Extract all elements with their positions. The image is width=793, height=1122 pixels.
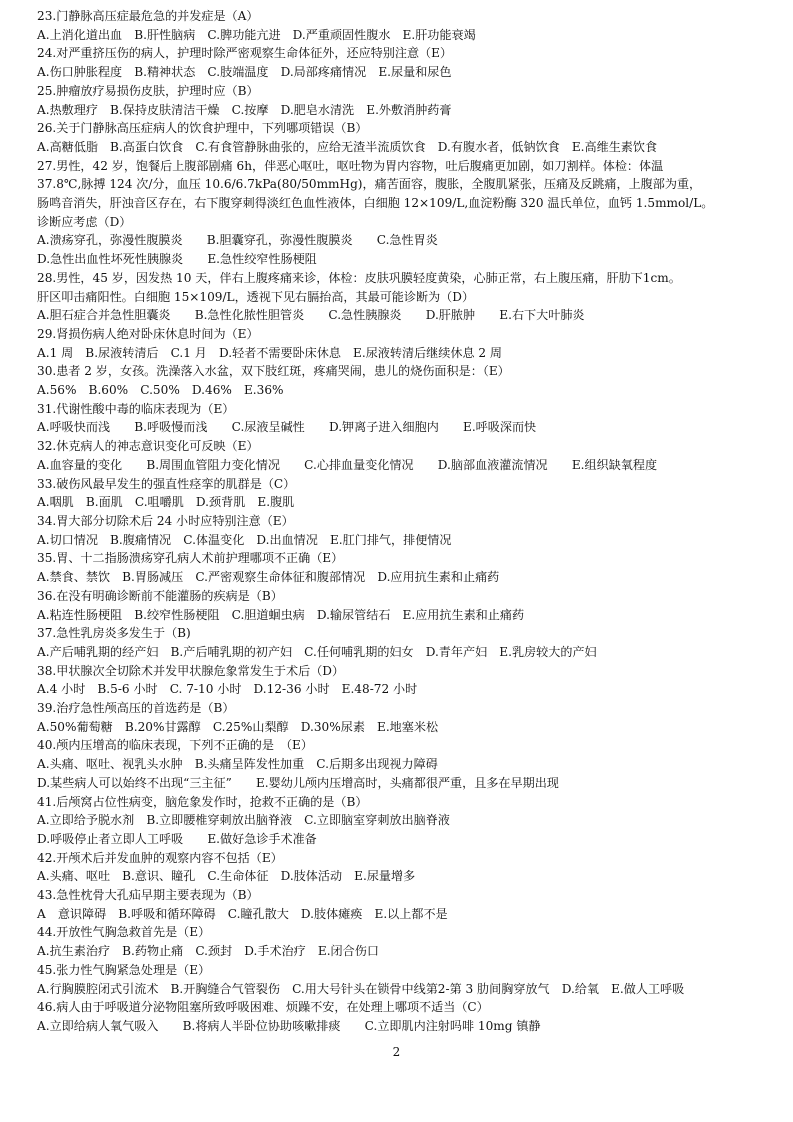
text-line: A.上消化道出血 B.肝性脑病 C.脾功能亢进 D.严重顽固性腹水 E.肝功能衰竭 [37, 27, 476, 42]
text-line: A.产后哺乳期的经产妇 B.产后哺乳期的初产妇 C.任何哺乳期的妇女 D.青年产妇 E.乳房较大的产妇 [37, 644, 597, 659]
text-line: A.头痛、呕吐、视乳头水肿 B.头痛呈阵发性加重 C.后期多出现视力障碍 [37, 757, 438, 772]
text-line: A 意识障碍 B.呼吸和循环障碍 C.瞳孔散大 D.肢体瘫痪 E.以上都不是 [37, 906, 448, 921]
text-line: 33.破伤风最早发生的强直性痉挛的肌群是（C） [37, 476, 296, 491]
text-line: 40.颅内压增高的临床表现，下列不正确的是 （E） [37, 738, 313, 753]
text-line: A.溃疡穿孔，弥漫性腹膜炎 B.胆囊穿孔，弥漫性腹膜炎 C.急性胃炎 [37, 233, 438, 248]
text-line: A.1 周 B.尿液转清后 C.1 月 D.轻者不需要卧床休息 E.尿液转清后继续休息 2 周 [37, 345, 503, 360]
text-line: A.立即给予脱水剂 B.立即腰椎穿刺放出脑脊液 C.立即脑室穿刺放出脑脊液 [37, 813, 450, 828]
text-line: 28.男性，45 岁，因发热 10 天，伴右上腹疼痛来诊，体检：皮肤巩膜轻度黄染，心肺正常，右上腹压痛，肝肋下1cm。 [37, 270, 681, 285]
text-line: 42.开颅术后并发血肿的观察内容不包括（E） [37, 850, 283, 865]
text-line: A.咽肌 B.面肌 C.咀嚼肌 D.颈背肌 E.腹肌 [37, 495, 295, 510]
text-line: 36.在没有明确诊断前不能灌肠的疾病是（B） [37, 588, 283, 603]
text-line: 26.关于门静脉高压症病人的饮食护理中，下列哪项错误（B） [37, 121, 368, 136]
text-line: A.行胸膜腔闭式引流术 B.开胸缝合气管裂伤 C.用大号针头在锁骨中线第2-第 3 肋间胸穿放气 D.给氧 E.做人工呼吸 [37, 981, 685, 996]
text-line: A.血容量的变化 B.周围血管阻力变化情况 C.心排血量变化情况 D.脑部血液灌流情况 E.组织缺氧程度 [37, 457, 658, 472]
text-line: 41.后颅窝占位性病变，脑危象发作时，抢救不正确的是（B） [37, 794, 368, 809]
text-line: 27.男性，42 岁，饱餐后上腹部剧痛 6h，伴恶心呕吐，呕吐物为胃内容物，吐后腹痛更加剧，如刀割样。体检：体温 [37, 158, 664, 173]
text-line: A.禁食、禁饮 B.胃肠减压 C.严密观察生命体征和腹部情况 D.应用抗生素和止痛药 [37, 570, 500, 585]
text-line: A.呼吸快而浅 B.呼吸慢而浅 C.尿液呈碱性 D.钾离子进入细胞内 E.呼吸深而快 [37, 420, 537, 435]
text-line: D.某些病人可以始终不出现“三主征” E.婴幼儿颅内压增高时，头痛都很严重，且多在早期出现 [37, 775, 559, 790]
text-line: 31.代谢性酸中毒的临床表现为（E） [37, 401, 235, 416]
text-line: A.热敷理疗 B.保持皮肤清洁干燥 C.按摩 D.肥皂水清洗 E.外敷消肿药膏 [37, 102, 452, 117]
text-line: 肠鸣音消失，肝浊音区存在，右下腹穿刺得淡红色血性液体，白细胞 12×109/L,血淀粉酶 320 温氏单位，血钙 1.5mmol/L。 [37, 196, 714, 211]
question-list [37, 7, 765, 1036]
page-number: 2 [392, 1045, 401, 1059]
text-line: 25.肿瘤放疗易损伤皮肤，护理时应（B） [37, 83, 259, 98]
text-line: 38.甲状腺次全切除术并发甲状腺危象常发生于术后（D） [37, 663, 345, 678]
text-line: 24.对严重挤压伤的病人，护理时除严密观察生命体征外，还应特别注意（E） [37, 46, 453, 61]
text-line: A.伤口肿胀程度 B.精神状态 C.肢端温度 D.局部疼痛情况 E.尿量和尿色 [37, 65, 452, 80]
text-line: 37.急性乳房炎多发生于（B) [37, 626, 191, 641]
text-line: A.头痛、呕吐 B.意识、瞳孔 C.生命体征 D.肢体活动 E.尿量增多 [37, 869, 416, 884]
text-line: 34.胃大部分切除术后 24 小时应特别注意（E） [37, 513, 294, 528]
text-line: 30.患者 2 岁，女孩。洗澡落入水盆，双下肢红斑，疼痛哭闹，患儿的烧伤面积是：（E） [37, 364, 510, 379]
text-line: A.切口情况 B.腹痛情况 C.体温变化 D.出血情况 E.肛门排气，排便情况 [37, 532, 452, 547]
text-line: A.50%葡萄糖 B.20%甘露醇 C.25%山梨醇 D.30%尿素 E.地塞米松 [37, 719, 439, 734]
text-line: 37.8℃,脉搏 124 次/分，血压 10.6/6.7kPa(80/50mmHg)，痛苦面容，腹胀，全腹肌紧张，压痛及反跳痛，上腹部为重， [37, 177, 702, 192]
text-line: 诊断应考虑（D） [37, 214, 132, 229]
text-line: 43.急性枕骨大孔疝早期主要表现为（B） [37, 888, 259, 903]
text-line: A.立即给病人氧气吸入 B.将病人半卧位协助咳嗽排痰 C.立即肌内注射吗啡 10mg 镇静 [37, 1018, 541, 1033]
text-line: A.高糖低脂 B.高蛋白饮食 C.有食管静脉曲张的，应给无渣半流质饮食 D.有腹水者，低钠饮食 E.高维生素饮食 [37, 139, 658, 154]
text-line: 肝区叩击痛阳性。白细胞 15×109/L，透视下见右膈抬高，其最可能诊断为（D） [37, 289, 475, 304]
text-line: 29.肾损伤病人绝对卧床休息时间为（E） [37, 326, 259, 341]
text-line: 45.张力性气胸紧急处理是（E） [37, 962, 211, 977]
text-line: D.急性出血性坏死性胰腺炎 E.急性绞窄性肠梗阻 [37, 252, 317, 267]
text-line: A.抗生素治疗 B.药物止痛 C.颈封 D.手术治疗 E.闭合伤口 [37, 944, 379, 959]
text-line: D.呼吸停止者立即人工呼吸 E.做好急诊手术准备 [37, 831, 317, 846]
text-line: A.胆石症合并急性胆囊炎 B.急性化脓性胆管炎 C.急性胰腺炎 D.肝脓肿 E.右下大叶肺炎 [37, 308, 585, 323]
text-line: 46.病人由于呼吸道分泌物阻塞所致呼吸困难、烦躁不安，在处理上哪项不适当（C） [37, 1000, 489, 1015]
text-line: A.粘连性肠梗阻 B.绞窄性肠梗阻 C.胆道蛔虫病 D.输尿管结石 E.应用抗生素和止痛药 [37, 607, 525, 622]
text-line: A.4 小时 B.5-6 小时 C. 7-10 小时 D.12-36 小时 E.48-72 小时 [37, 682, 418, 697]
text-line: 23.门静脉高压症最危急的并发症是（A） [37, 9, 259, 23]
text-line: 39.治疗急性颅高压的首选药是（B） [37, 701, 235, 716]
text-line: 35.胃、十二指肠溃疡穿孔病人术前护理哪项不正确（E） [37, 551, 344, 566]
text-line: 32.休克病人的神志意识变化可反映（E） [37, 439, 259, 454]
text-line: A.56% B.60% C.50% D.46% E.36% [37, 383, 284, 398]
text-line: 44.开放性气胸急救首先是（E） [37, 925, 211, 940]
